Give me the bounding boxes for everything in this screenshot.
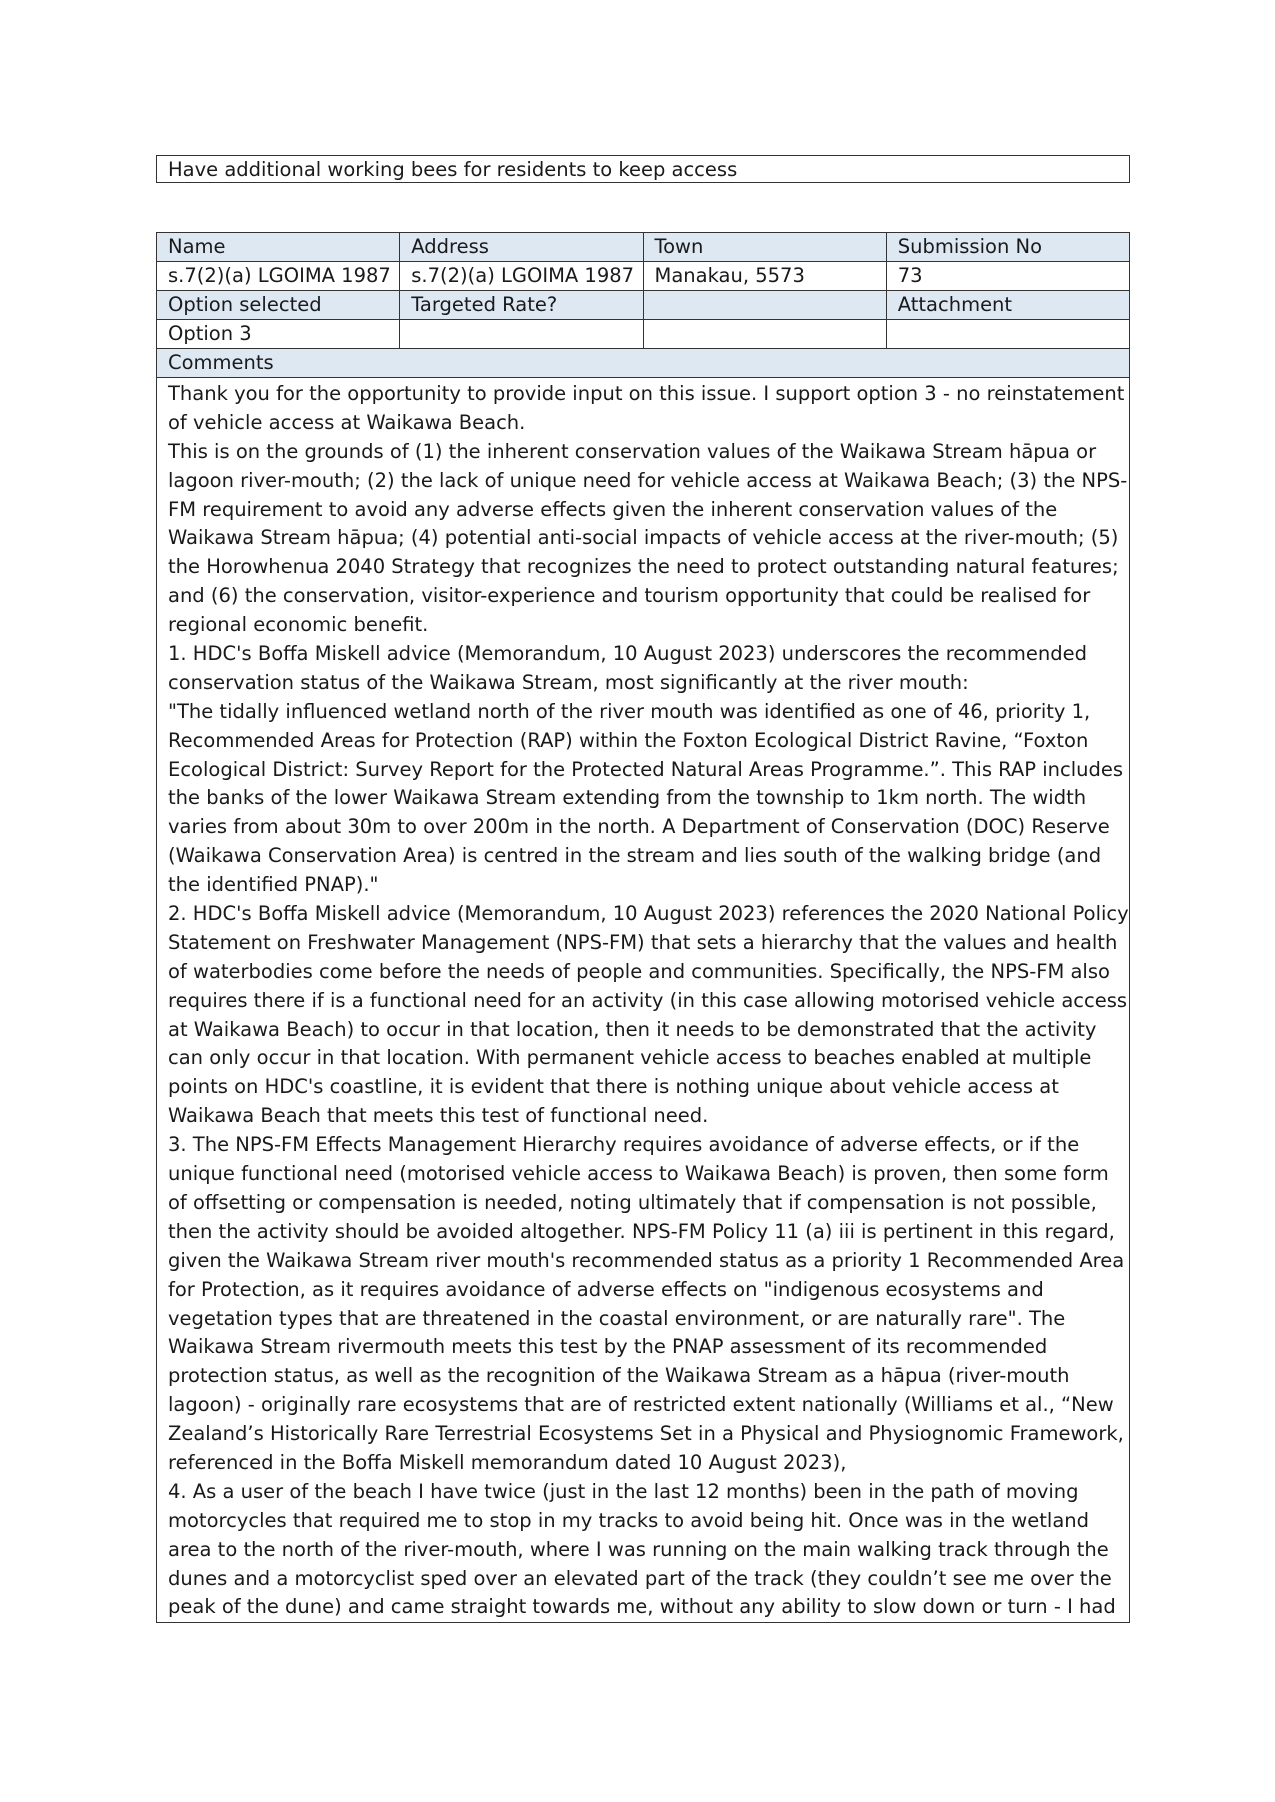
comment-line: This is on the grounds of (1) the inherent conservation values of the Waikawa Stream hāpua or <box>168 439 1097 463</box>
comment-line: (Waikawa Conservation Area) is centred in the stream and lies south of the walking bridge (and <box>168 844 1102 868</box>
header-name: Name <box>157 233 400 262</box>
cell-town: Manakau, 5573 <box>643 262 886 291</box>
header-option-selected: Option selected <box>157 291 400 320</box>
comment-line: the banks of the lower Waikawa Stream extending from the township to 1km north. The width <box>168 786 1087 810</box>
comment-line: 1. HDC's Boffa Miskell advice (Memorandum, 10 August 2023) underscores the recommended <box>168 642 1088 666</box>
comment-line: 4. As a user of the beach I have twice (just in the last 12 months) been in the path of moving <box>168 1479 1079 1503</box>
document-page <box>156 155 1130 1623</box>
top-note-box <box>156 155 1130 183</box>
comment-line: the Horowhenua 2040 Strategy that recognizes the need to protect outstanding natural features; <box>168 555 1119 579</box>
cell-attachment <box>886 320 1129 349</box>
comment-line: conservation status of the Waikawa Stream, most significantly at the river mouth: <box>168 670 969 694</box>
comments-body <box>157 378 1130 1623</box>
comment-line: protection status, as well as the recognition of the Waikawa Stream as a hāpua (river-mouth <box>168 1364 1070 1388</box>
comment-line: the identified PNAP)." <box>168 873 379 897</box>
comment-line: Waikawa Stream hāpua; (4) potential anti-social impacts of vehicle access at the river-mouth; (5) <box>168 526 1119 550</box>
comments-body-row <box>157 378 1130 1623</box>
comment-line: of vehicle access at Waikawa Beach. <box>168 410 526 434</box>
comment-line: "The tidally influenced wetland north of the river mouth was identified as one of 46, priority 1, <box>168 699 1091 723</box>
comment-line: regional economic benefit. <box>168 613 429 637</box>
comment-line: unique functional need (motorised vehicle access to Waikawa Beach) is proven, then some form <box>168 1162 1109 1186</box>
cell-name: s.7(2)(a) LGOIMA 1987 <box>157 262 400 291</box>
cell-option-selected: Option 3 <box>157 320 400 349</box>
data-row-1 <box>157 262 1130 291</box>
comment-line: at Waikawa Beach) to occur in that location, then it needs to be demonstrated that the activity <box>168 1017 1097 1041</box>
comment-line: referenced in the Boffa Miskell memorandum dated 10 August 2023), <box>168 1450 847 1474</box>
comments-text <box>168 380 1129 1622</box>
comment-line: points on HDC's coastline, it is evident that there is nothing unique about vehicle access at <box>168 1075 1059 1099</box>
comment-line: Thank you for the opportunity to provide input on this issue. I support option 3 - no reinstatement <box>168 382 1125 405</box>
comment-line: lagoon) - originally rare ecosystems that are of restricted extent nationally (Williams et al., “New <box>168 1393 1114 1417</box>
comment-line: lagoon river-mouth; (2) the lack of unique need for vehicle access at Waikawa Beach; (3) the NPS- <box>168 468 1128 492</box>
comment-line: Zealand’s Historically Rare Terrestrial Ecosystems Set in a Physical and Physiognomic Framework, <box>168 1422 1124 1446</box>
comment-line: Waikawa Beach that meets this test of functional need. <box>168 1104 709 1128</box>
header-row-2 <box>157 291 1130 320</box>
comment-line: varies from about 30m to over 200m in the north. A Department of Conservation (DOC) Reserve <box>168 815 1110 839</box>
comment-line: dunes and a motorcyclist sped over an elevated part of the track (they couldn’t see me over the <box>168 1566 1112 1590</box>
header-town: Town <box>643 233 886 262</box>
header-submission-no: Submission No <box>886 233 1129 262</box>
header-address: Address <box>400 233 643 262</box>
comment-line: of waterbodies come before the needs of people and communities. Specifically, the NPS-FM also <box>168 959 1110 983</box>
comment-line: area to the north of the river-mouth, where I was running on the main walking track through the <box>168 1537 1109 1561</box>
cell-blank <box>643 320 886 349</box>
comment-line: 3. The NPS-FM Effects Management Hierarchy requires avoidance of adverse effects, or if the <box>168 1133 1080 1157</box>
comment-line: given the Waikawa Stream river mouth's recommended status as a priority 1 Recommended Area <box>168 1248 1125 1272</box>
comment-line: peak of the dune) and came straight towards me, without any ability to slow down or turn - I had <box>168 1595 1116 1619</box>
comment-line: Ecological District: Survey Report for the Protected Natural Areas Programme.”. This RAP includes <box>168 757 1124 781</box>
comments-label: Comments <box>157 349 1130 378</box>
submission-table <box>156 232 1130 1623</box>
comment-line: then the activity should be avoided altogether. NPS-FM Policy 11 (a) iii is pertinent in this regard, <box>168 1219 1115 1243</box>
comments-header-row <box>157 349 1130 378</box>
data-row-2 <box>157 320 1130 349</box>
header-targeted-rate: Targeted Rate? <box>400 291 643 320</box>
comment-line: requires there if is a functional need for an activity (in this case allowing motorised vehicle access <box>168 988 1128 1012</box>
cell-targeted-rate <box>400 320 643 349</box>
comment-line: can only occur in that location. With permanent vehicle access to beaches enabled at multiple <box>168 1046 1092 1070</box>
header-attachment: Attachment <box>886 291 1129 320</box>
comment-line: Waikawa Stream rivermouth meets this test by the PNAP assessment of its recommended <box>168 1335 1048 1359</box>
cell-submission-no: 73 <box>886 262 1129 291</box>
comment-line: and (6) the conservation, visitor-experience and tourism opportunity that could be realised for <box>168 584 1091 608</box>
comment-line: of offsetting or compensation is needed, noting ultimately that if compensation is not possible, <box>168 1190 1097 1214</box>
comment-line: motorcycles that required me to stop in my tracks to avoid being hit. Once was in the wetland <box>168 1508 1090 1532</box>
cell-address: s.7(2)(a) LGOIMA 1987 <box>400 262 643 291</box>
header-blank <box>643 291 886 320</box>
comment-line: Statement on Freshwater Management (NPS-FM) that sets a hierarchy that the values and health <box>168 930 1118 954</box>
header-row-1 <box>157 233 1130 262</box>
comment-line: vegetation types that are threatened in the coastal environment, or are naturally rare". The <box>168 1306 1066 1330</box>
comment-line: for Protection, as it requires avoidance of adverse effects on "indigenous ecosystems and <box>168 1277 1044 1301</box>
comment-line: Recommended Areas for Protection (RAP) within the Foxton Ecological District Ravine, “Foxton <box>168 728 1089 752</box>
top-note-text: Have additional working bees for residents to keep access <box>168 158 738 181</box>
comment-line: 2. HDC's Boffa Miskell advice (Memorandum, 10 August 2023) references the 2020 National Policy <box>168 902 1129 926</box>
comment-line: FM requirement to avoid any adverse effects given the inherent conservation values of the <box>168 497 1058 521</box>
